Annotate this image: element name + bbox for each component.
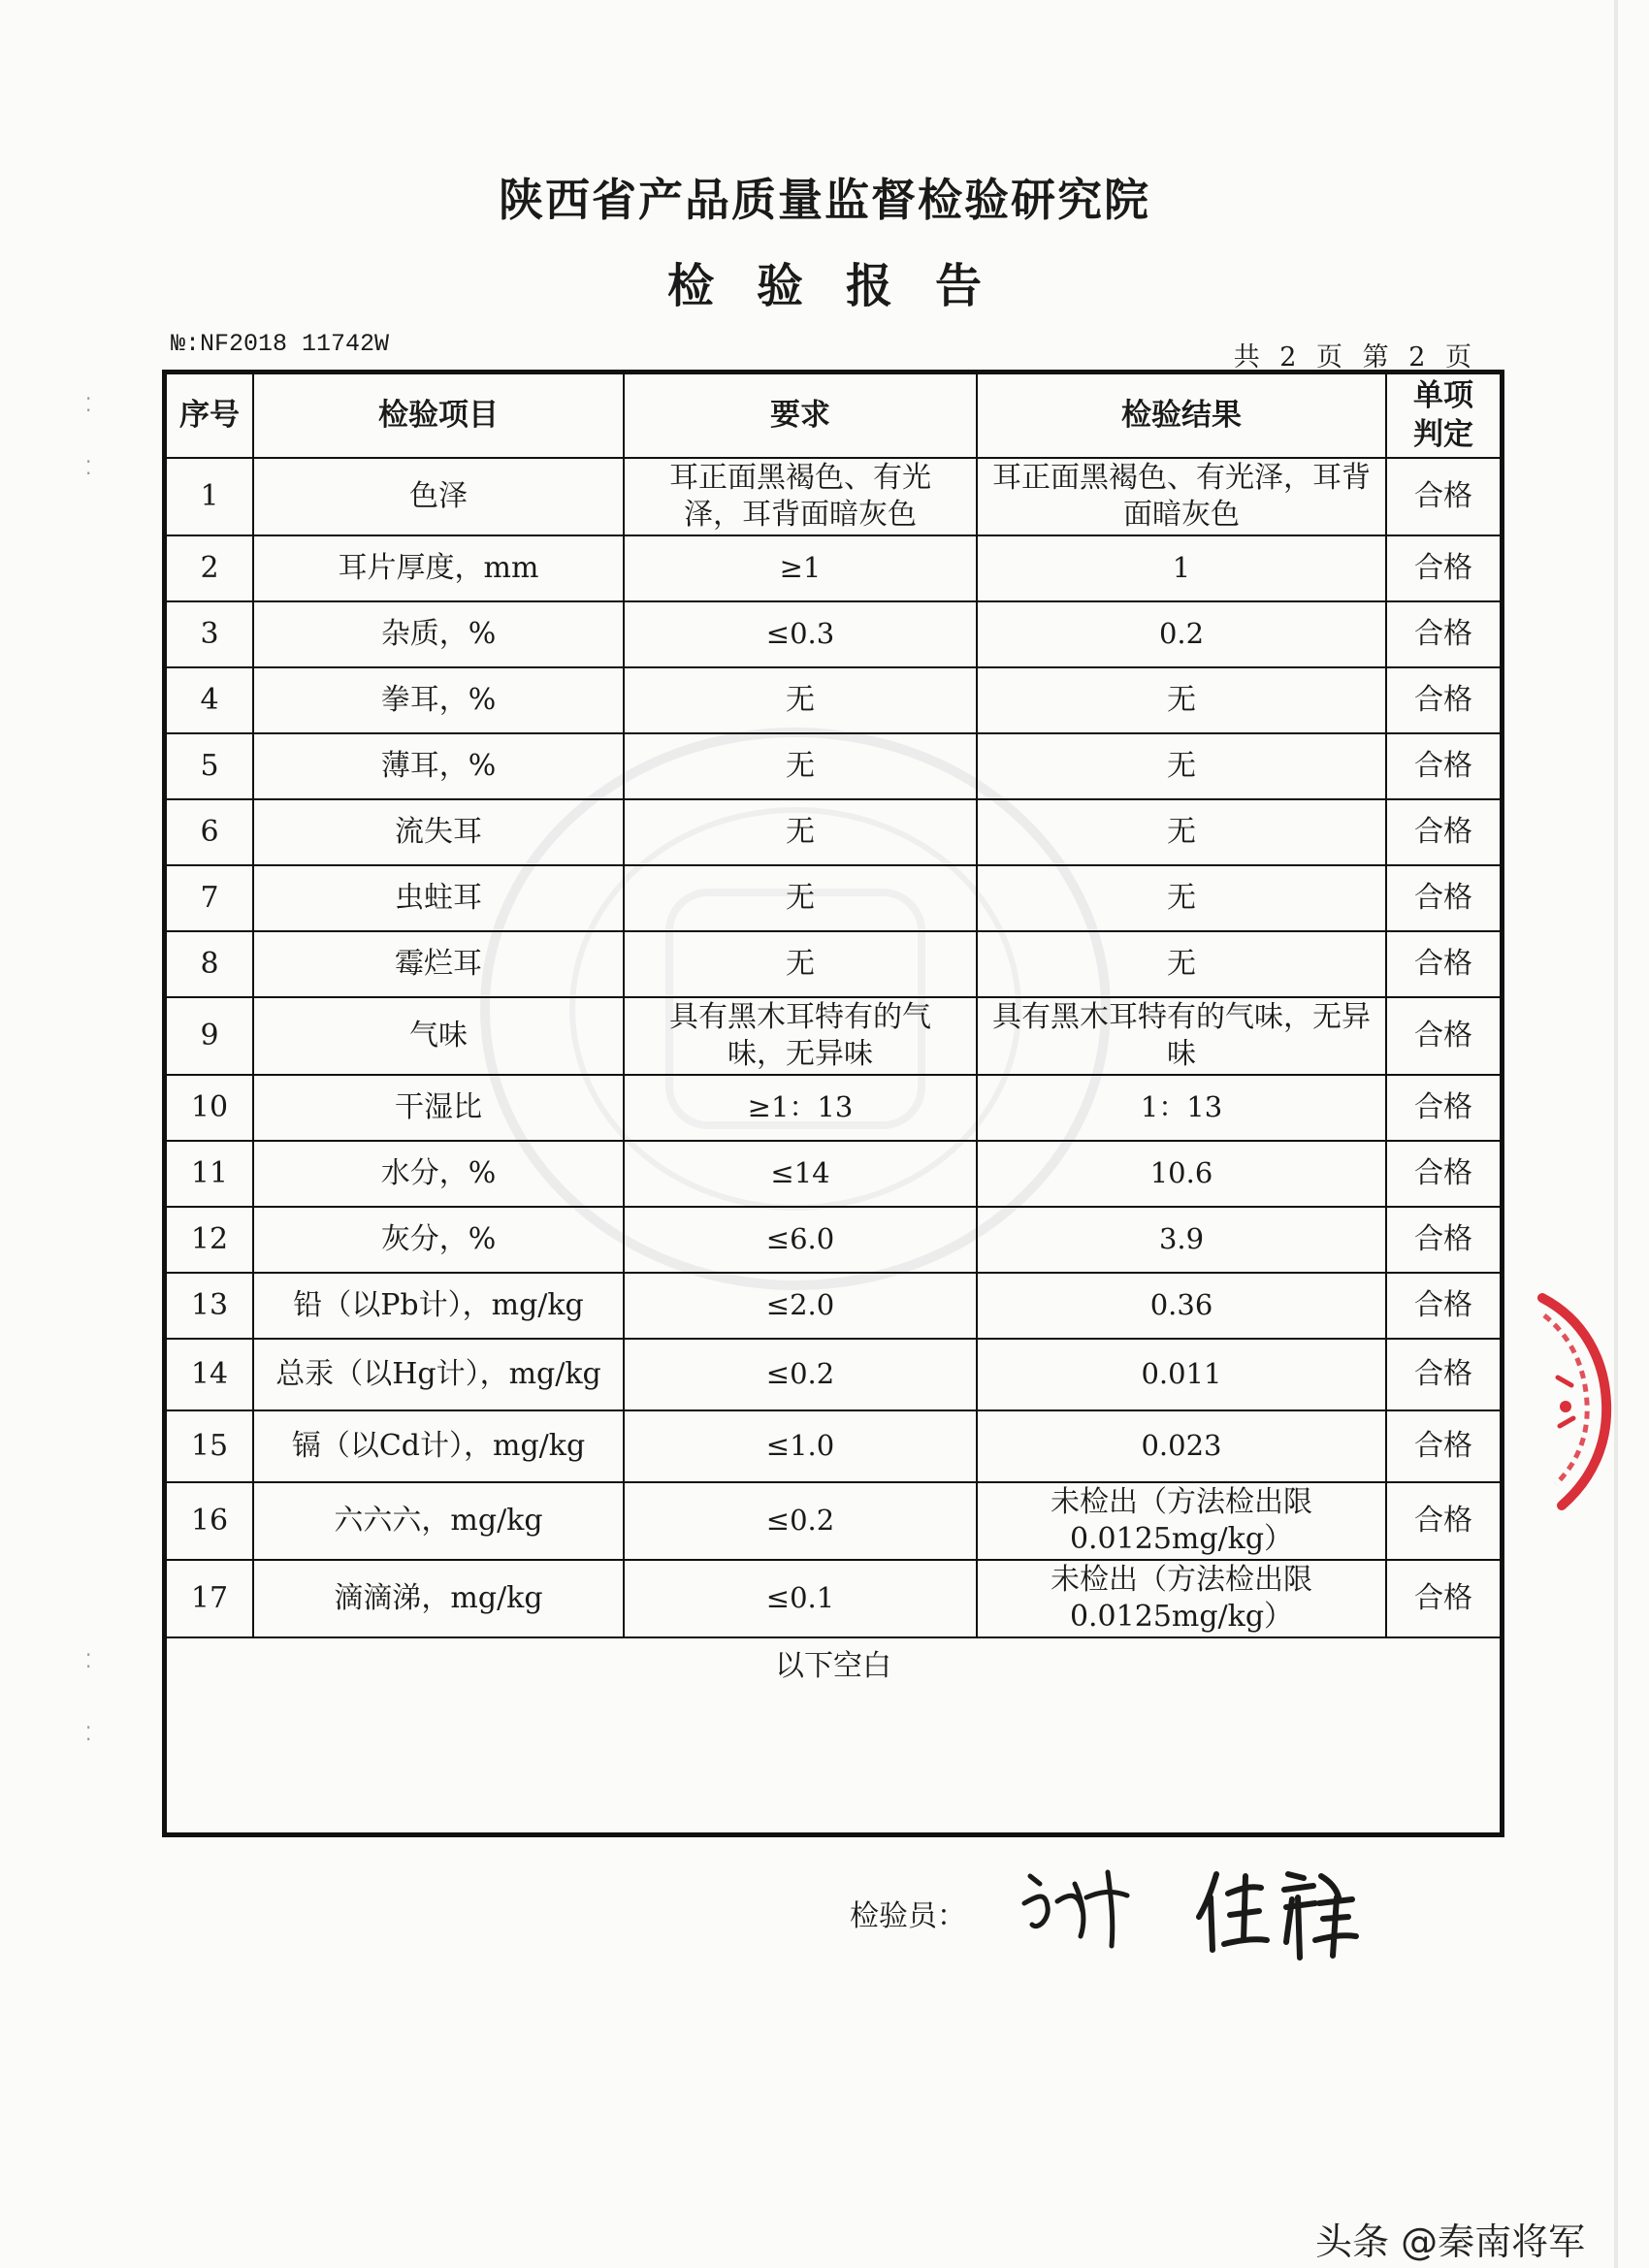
verdict: 合格 — [1386, 1141, 1501, 1207]
requirement: 具有黑木耳特有的气味，无异味 — [624, 997, 977, 1075]
table-row — [166, 1273, 1501, 1339]
test-result: 无 — [977, 799, 1386, 865]
table-row — [166, 1141, 1501, 1207]
verdict: 合格 — [1386, 458, 1501, 535]
source-watermark: 头条 @秦南将军 — [1315, 2220, 1586, 2263]
test-result: 未检出（方法检出限0.0125mg/kg） — [977, 1482, 1386, 1560]
requirement: ≤2.0 — [624, 1273, 977, 1339]
report-number: №:NF2018 11742W — [171, 330, 390, 358]
table-row — [166, 1410, 1501, 1482]
verdict: 合格 — [1386, 1560, 1501, 1637]
inspector-signature-1 — [1018, 1863, 1145, 1950]
table-row — [166, 1482, 1501, 1560]
requirement: 无 — [624, 865, 977, 931]
table-row — [166, 931, 1501, 997]
requirement: ≤0.2 — [624, 1482, 977, 1560]
inspector-label: 检验员： — [850, 1899, 966, 1933]
table-row — [166, 865, 1501, 931]
verdict: 合格 — [1386, 799, 1501, 865]
col-header: 要求 — [624, 373, 977, 458]
verdict: 合格 — [1386, 1339, 1501, 1410]
test-item: 镉（以Cd计），mg/kg — [253, 1410, 624, 1482]
test-item: 杂质，% — [253, 601, 624, 667]
row-number: 17 — [166, 1560, 253, 1637]
verdict: 合格 — [1386, 1410, 1501, 1482]
page-edge — [1614, 0, 1618, 2268]
table-row — [166, 667, 1501, 733]
table-row — [166, 799, 1501, 865]
row-number: 8 — [166, 931, 253, 997]
blank-row — [166, 1637, 1501, 1833]
punch-mark: ⁚ — [85, 1649, 92, 1672]
test-result: 未检出（方法检出限0.0125mg/kg） — [977, 1560, 1386, 1637]
table-row — [166, 997, 1501, 1075]
test-item: 流失耳 — [253, 799, 624, 865]
punch-mark: ⁚ — [85, 456, 92, 479]
test-item: 薄耳，% — [253, 733, 624, 799]
table-row — [166, 1075, 1501, 1141]
test-result: 具有黑木耳特有的气味，无异味 — [977, 997, 1386, 1075]
verdict: 合格 — [1386, 931, 1501, 997]
row-number: 14 — [166, 1339, 253, 1410]
verdict: 合格 — [1386, 997, 1501, 1075]
test-item: 霉烂耳 — [253, 931, 624, 997]
row-number: 15 — [166, 1410, 253, 1482]
test-result: 1 — [977, 535, 1386, 601]
col-header: 检验结果 — [977, 373, 1386, 458]
test-item: 水分，% — [253, 1141, 624, 1207]
row-number: 13 — [166, 1273, 253, 1339]
requirement: ≤1.0 — [624, 1410, 977, 1482]
test-result: 0.36 — [977, 1273, 1386, 1339]
test-item: 气味 — [253, 997, 624, 1075]
punch-mark: ⁚ — [85, 393, 92, 416]
row-number: 5 — [166, 733, 253, 799]
test-item: 干湿比 — [253, 1075, 624, 1141]
verdict: 合格 — [1386, 1273, 1501, 1339]
table-row — [166, 458, 1501, 535]
verdict: 合格 — [1386, 667, 1501, 733]
requirement: ≤0.3 — [624, 601, 977, 667]
row-number: 10 — [166, 1075, 253, 1141]
test-result: 3.9 — [977, 1207, 1386, 1273]
requirement: 无 — [624, 733, 977, 799]
red-seal-stamp — [1533, 1290, 1620, 1513]
table-header-row — [166, 373, 1501, 458]
punch-mark: ⁚ — [85, 1722, 92, 1745]
inspection-table — [165, 373, 1502, 1834]
row-number: 9 — [166, 997, 253, 1075]
row-number: 7 — [166, 865, 253, 931]
requirement: 无 — [624, 799, 977, 865]
requirement: ≥1：13 — [624, 1075, 977, 1141]
test-result: 10.6 — [977, 1141, 1386, 1207]
requirement: 无 — [624, 931, 977, 997]
table-row — [166, 1560, 1501, 1637]
test-result: 0.2 — [977, 601, 1386, 667]
row-number: 2 — [166, 535, 253, 601]
verdict: 合格 — [1386, 733, 1501, 799]
test-item: 色泽 — [253, 458, 624, 535]
test-result: 无 — [977, 931, 1386, 997]
verdict: 合格 — [1386, 1482, 1501, 1560]
test-item: 耳片厚度，mm — [253, 535, 624, 601]
requirement: ≤0.1 — [624, 1560, 977, 1637]
test-result: 1：13 — [977, 1075, 1386, 1141]
row-number: 12 — [166, 1207, 253, 1273]
row-number: 4 — [166, 667, 253, 733]
table-row — [166, 1207, 1501, 1273]
test-result: 无 — [977, 865, 1386, 931]
inspection-table-container — [165, 373, 1500, 1834]
row-number: 11 — [166, 1141, 253, 1207]
test-result: 0.023 — [977, 1410, 1386, 1482]
requirement: 耳正面黑褐色、有光泽，耳背面暗灰色 — [624, 458, 977, 535]
test-item: 滴滴涕，mg/kg — [253, 1560, 624, 1637]
row-number: 6 — [166, 799, 253, 865]
test-result: 耳正面黑褐色、有光泽，耳背面暗灰色 — [977, 458, 1386, 535]
table-row — [166, 1339, 1501, 1410]
test-result: 无 — [977, 667, 1386, 733]
requirement: ≤14 — [624, 1141, 977, 1207]
test-item: 拳耳，% — [253, 667, 624, 733]
test-result: 无 — [977, 733, 1386, 799]
test-item: 总汞（以Hg计），mg/kg — [253, 1339, 624, 1410]
inspector-signature-2 — [1195, 1864, 1360, 1961]
verdict: 合格 — [1386, 535, 1501, 601]
verdict: 合格 — [1386, 1075, 1501, 1141]
blank-note: 以下空白 — [166, 1637, 1501, 1833]
table-row — [166, 535, 1501, 601]
requirement: ≤6.0 — [624, 1207, 977, 1273]
col-header: 序号 — [166, 373, 253, 458]
row-number: 3 — [166, 601, 253, 667]
requirement: ≥1 — [624, 535, 977, 601]
row-number: 16 — [166, 1482, 253, 1560]
page-count: 共 2 页 第 2 页 — [1233, 342, 1474, 373]
row-number: 1 — [166, 458, 253, 535]
verdict: 合格 — [1386, 1207, 1501, 1273]
table-row — [166, 733, 1501, 799]
col-header: 检验项目 — [253, 373, 624, 458]
organization-title: 陕西省产品质量监督检验研究院 — [499, 174, 1150, 226]
verdict: 合格 — [1386, 601, 1501, 667]
verdict: 合格 — [1386, 865, 1501, 931]
table-row — [166, 601, 1501, 667]
test-item: 虫蛀耳 — [253, 865, 624, 931]
test-result: 0.011 — [977, 1339, 1386, 1410]
test-item: 灰分，% — [253, 1207, 624, 1273]
test-item: 铅（以Pb计），mg/kg — [253, 1273, 624, 1339]
col-header: 单项判定 — [1386, 373, 1501, 458]
report-title: 检验报告 — [666, 259, 1024, 313]
test-item: 六六六，mg/kg — [253, 1482, 624, 1560]
requirement: 无 — [624, 667, 977, 733]
requirement: ≤0.2 — [624, 1339, 977, 1410]
